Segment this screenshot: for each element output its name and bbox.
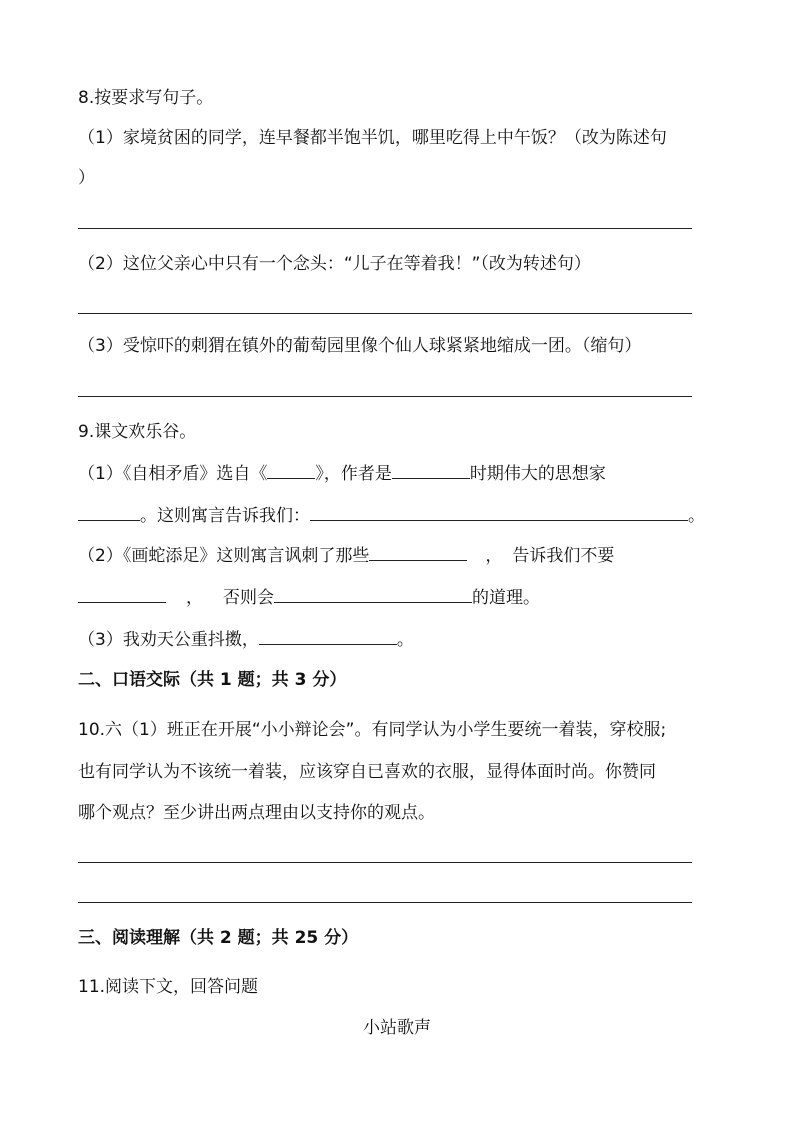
q9-line4-text-c: 的道理。 bbox=[472, 588, 540, 608]
section-2-heading: 二、口语交际（共 1 题；共 3 分） bbox=[78, 670, 347, 690]
q8-part1-answer-line[interactable] bbox=[78, 228, 692, 229]
q9-line2 bbox=[78, 502, 705, 528]
q9-line3-text-a: （2）《画蛇添足》这则寓言讽刺了那些 bbox=[78, 546, 370, 566]
q9-line1-text-c: 时期伟大的思想家 bbox=[469, 464, 606, 484]
q9-line5-text-b: 。 bbox=[396, 630, 414, 650]
q9-line3-text-c: 告诉我们不要 bbox=[512, 546, 615, 566]
q8-part2-answer-line[interactable] bbox=[78, 313, 692, 314]
q9-era-blank[interactable] bbox=[392, 460, 470, 479]
q9-line4-text-a: ， bbox=[186, 588, 203, 608]
q9-line1-text-a: （1）《自相矛盾》选自《 bbox=[78, 464, 268, 484]
q9-line3 bbox=[78, 542, 614, 568]
q9-line4 bbox=[78, 584, 540, 610]
q9-line5 bbox=[78, 626, 414, 652]
section-3-heading: 三、阅读理解（共 2 题；共 25 分） bbox=[78, 928, 359, 948]
q8-part3-answer-line[interactable] bbox=[78, 396, 692, 397]
q9-dont-blank[interactable] bbox=[78, 584, 166, 603]
q9-line5-text-a: （3）我劝天公重抖擞， bbox=[78, 630, 259, 650]
q8-part1-close: ） bbox=[78, 168, 95, 188]
q9-book-blank[interactable] bbox=[267, 460, 315, 479]
q10-line1: 10.六（1）班正在开展“小小辩论会”。有同学认为小学生要统一着装，穿校服; bbox=[78, 720, 667, 740]
q8-part3-text: （3）受惊吓的刺猬在镇外的葡萄园里像个仙人球紧紧地缩成一团。（缩句） bbox=[78, 336, 642, 356]
q9-line2-text-a: 。这则寓言告诉我们： bbox=[140, 506, 310, 526]
q8-title: 8.按要求写句子。 bbox=[78, 88, 214, 108]
q11-title: 11.阅读下文，回答问题 bbox=[78, 977, 259, 997]
q9-line4-text-b: 否则会 bbox=[223, 588, 274, 608]
q9-poem-blank[interactable] bbox=[259, 626, 397, 645]
passage-title: 小站歌声 bbox=[363, 1018, 431, 1038]
q8-part2-text: （2）这位父亲心中只有一个念头：“儿子在等着我！”（改为转述句） bbox=[78, 254, 591, 274]
q9-lesson-blank[interactable] bbox=[310, 502, 688, 521]
q9-line3-text-b: ， bbox=[485, 546, 503, 566]
q9-consequence-blank[interactable] bbox=[274, 584, 472, 603]
q9-line1-text-b: 》，作者是 bbox=[315, 464, 392, 484]
q9-satire-blank[interactable] bbox=[369, 542, 467, 561]
q10-line2: 也有同学认为不该统一着装，应该穿自已喜欢的衣服，显得体面时尚。你赞同 bbox=[78, 762, 656, 782]
q10-answer-line-2[interactable] bbox=[78, 902, 692, 903]
q8-part1-text: （1）家境贫困的同学，连早餐都半饱半饥，哪里吃得上中午饭？（改为陈述句 bbox=[78, 128, 667, 148]
q9-line2-text-b: 。 bbox=[688, 506, 705, 526]
q9-title: 9.课文欢乐谷。 bbox=[78, 422, 197, 442]
q9-line1 bbox=[78, 460, 606, 486]
q9-thinker-blank[interactable] bbox=[78, 502, 140, 521]
q10-line3: 哪个观点？至少讲出两点理由以支持你的观点。 bbox=[78, 803, 435, 823]
q10-answer-line-1[interactable] bbox=[78, 862, 692, 863]
